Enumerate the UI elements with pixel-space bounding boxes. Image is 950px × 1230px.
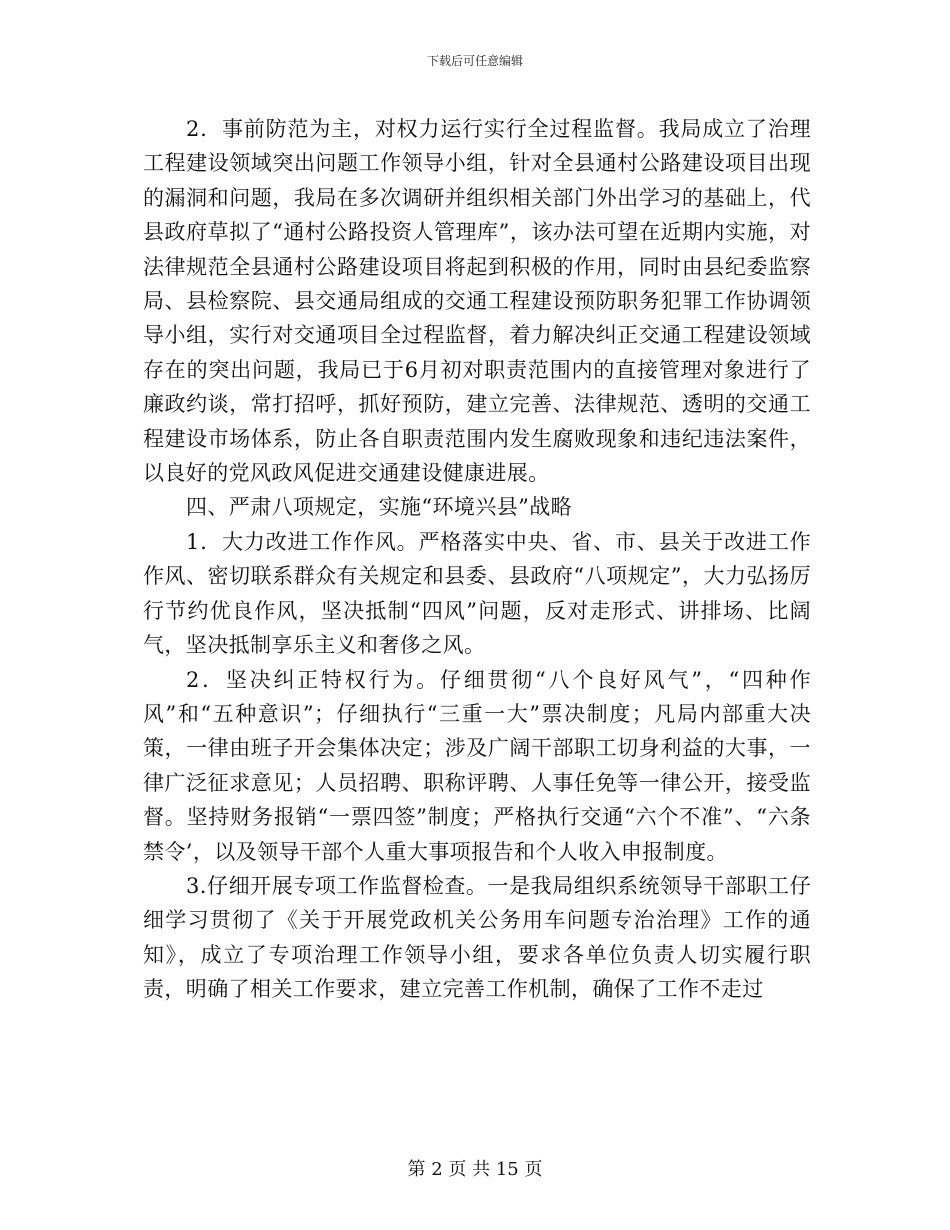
header-note: 下载后可任意编辑 — [426, 54, 523, 68]
paragraph-improve-work-style: 1．大力改进工作作风。严格落实中央、省、市、县关于改进工作作风、密切联系群众有关规定和县委、县政府“八项规定”，大力弘扬厉行节约优良作风，坚决抵制“四风”问题，反对走形式、讲排场、比阔气，坚决抵制享乐主义和奢侈之风。 — [143, 529, 811, 658]
paragraph-correct-privilege: 2．坚决纠正特权行为。仔细贯彻“八个良好风气”，“四种作风”和“五种意识”；仔细执行“三重一大”票决制度；凡局内部重大决策，一律由班子开会集体决定；涉及广阔干部职工切身利益的大事，一律广泛征求意见；人员招聘、职称评聘、人事任免等一律公开，接受监督。坚持财务报销“一票四签”制度；严格执行交通“六个不准”、“六条禁令’，以及领导干部个人重大事项报告和个人收入申报制度。 — [143, 667, 811, 864]
paragraph-prevention-supervision: 2．事前防范为主，对权力运行实行全过程监督。我局成立了治理工程建设领域突出问题工作领导小组，针对全县通村公路建设项目出现的漏洞和问题，我局在多次调研并组织相关部门外出学习的基础上，代县政府草拟了“通村公路投资人管理库”，该办法可望在近期内实施，对法律规范全县通村公路建设项目将起到积极的作用，同时由县纪委监察局、县检察院、县交通局组成的交通工程建设预防职务犯罪工作协调领导小组，实行对交通项目全过程监督，着力解决纠正交通工程建设领域存在的突出问题，我局已于6月初对职责范围内的直接管理对象进行了廉政约谈，常打招呼，抓好预防，建立完善、法律规范、透明的交通工程建设市场体系，防止各自职责范围内发生腐败现象和违纪违法案件，以良好的党风政风促进交通建设健康进展。 — [143, 117, 811, 486]
section-heading-four: 四、严肃八项规定，实施“环境兴县”战略 — [186, 495, 573, 520]
page-number: 第 2 页 共 15 页 — [407, 1159, 543, 1180]
body-text — [143, 112, 811, 1007]
paragraph-special-inspection: 3.仔细开展专项工作监督检查。一是我局组织系统领导干部职工仔细学习贯彻了《关于开展党政机关公务用车问题专治治理》工作的通知》，成立了专项治理工作领导小组，要求各单位负责人切实履行职责，明确了相关工作要求，建立完善工作机制，确保了工作不走过 — [143, 873, 811, 1002]
